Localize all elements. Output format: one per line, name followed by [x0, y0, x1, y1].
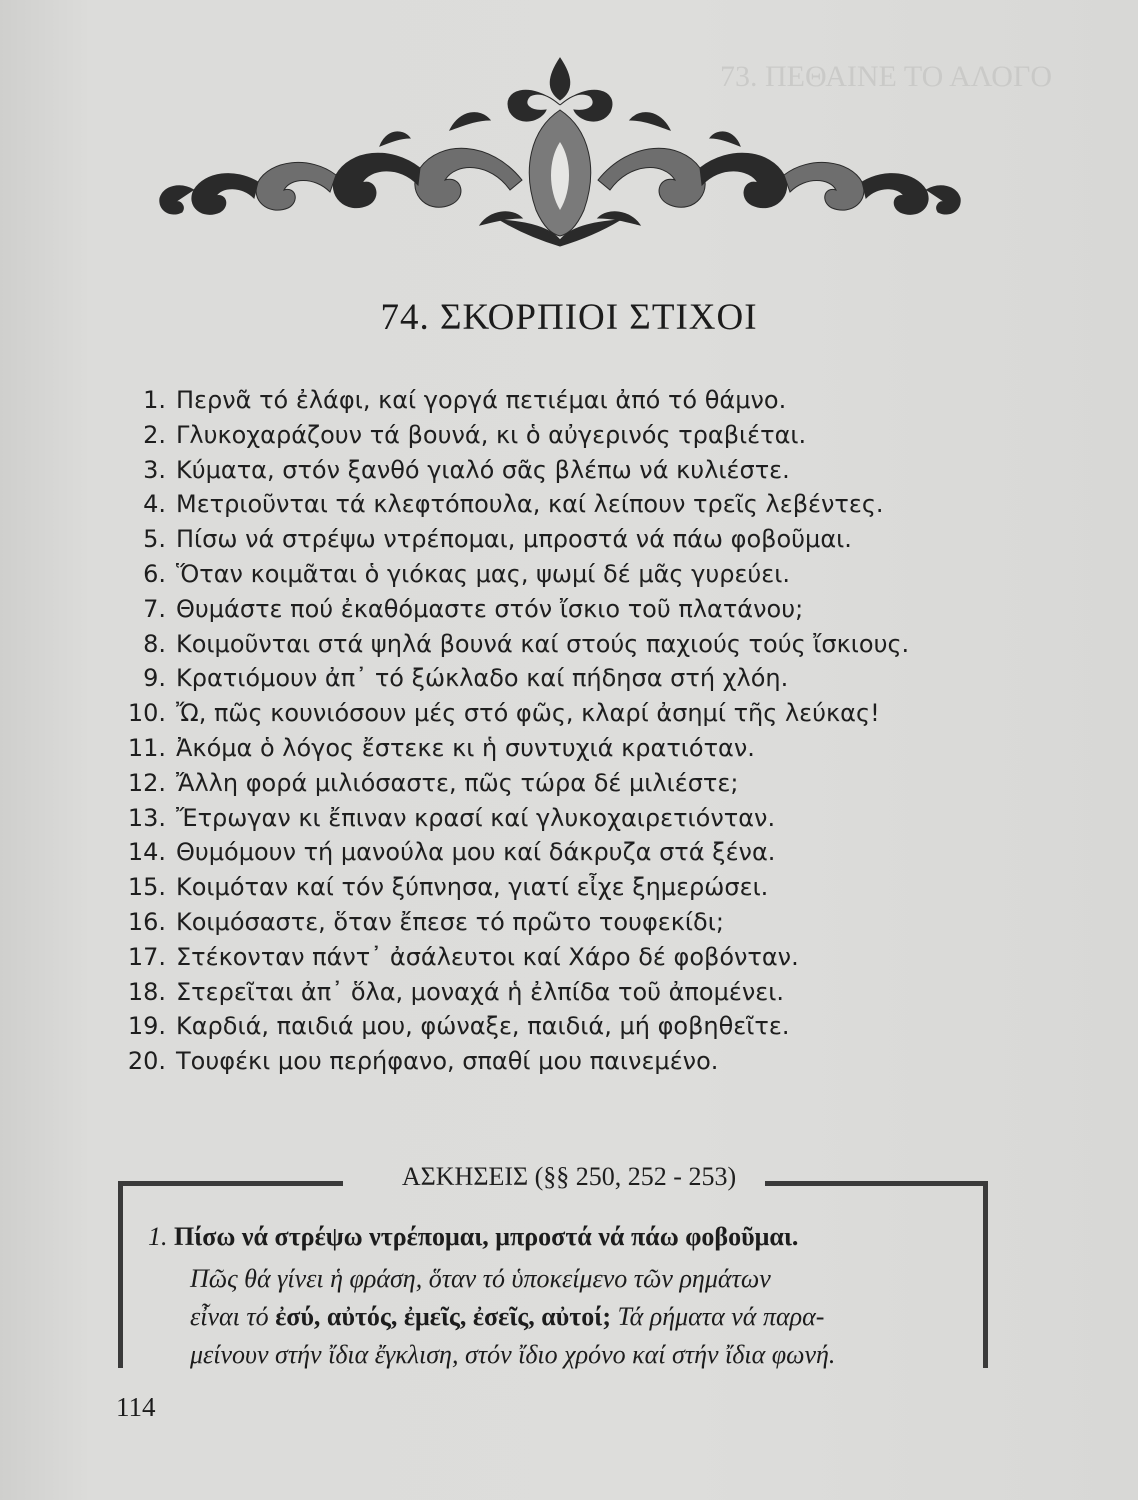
verse-line — [0, 804, 775, 840]
verse-text: Καρδιά, παιδιά μου, φώναξε, παιδιά, μή φοβηθεῖτε. — [176, 1012, 790, 1040]
verse-number: 2. — [143, 421, 166, 449]
verse-line — [0, 386, 786, 422]
verse-text: Στέκονταν πάντ᾽ ἀσάλευτοι καί Χάρο δέ φοβόνταν. — [176, 943, 799, 971]
exercise-sentence: Πίσω νά στρέψω ντρέπομαι, μπροστά νά πάω φοβοῦμαι. — [174, 1222, 799, 1251]
exercises-heading: ΑΣΚΗΣΕΙΣ (§§ 250, 252 - 253) — [401, 1162, 737, 1191]
verse-number: 3. — [143, 456, 166, 484]
verse-number: 16. — [127, 908, 166, 936]
verse-text: Γλυκοχαράζουν τά βουνά, κι ὁ αὐγερινός τραβιέται. — [176, 421, 807, 449]
verse-number: 9. — [143, 664, 166, 692]
instruction-continuation: Τά ρήματα νά παρα- — [617, 1302, 825, 1331]
exercise-item-1 — [148, 1222, 958, 1252]
verse-line — [0, 734, 755, 770]
verse-number: 1. — [143, 386, 166, 414]
verse-number: 10. — [127, 699, 166, 727]
exercise-number: 1. — [148, 1222, 168, 1251]
verse-number: 6. — [143, 560, 166, 588]
verse-line — [0, 664, 788, 700]
verse-text: Τουφέκι μου περήφανο, σπαθί μου παινεμένο. — [176, 1047, 719, 1075]
scrollwork-headpiece-icon — [150, 50, 970, 250]
verse-number: 15. — [127, 873, 166, 901]
verse-line — [0, 421, 806, 457]
verse-line — [0, 560, 790, 596]
verse-text: Ἔτρωγαν κι ἔπιναν κρασί καί γλυκοχαιρετιόνταν. — [176, 804, 776, 832]
poem-title: 74. ΣΚΟΡΠΙΟΙ ΣΤΙΧΟΙ — [380, 297, 758, 338]
verse-text: Πίσω νά στρέψω ντρέπομαι, μπροστά νά πάω φοβοῦμαι. — [176, 525, 852, 553]
verse-text: Κοιμόταν καί τόν ξύπνησα, γιατί εἶχε ξημερώσει. — [176, 873, 769, 901]
verse-text: Στερεῖται ἀπ᾽ ὅλα, μοναχά ἡ ἐλπίδα τοῦ ἀπομένει. — [176, 978, 784, 1006]
verse-number: 20. — [127, 1047, 166, 1075]
verse-number: 8. — [143, 630, 166, 658]
instruction-prefix: εἶναι τό — [190, 1302, 269, 1331]
exercise-frame-left — [118, 1182, 123, 1368]
verse-number: 7. — [143, 595, 166, 623]
verse-number: 18. — [127, 978, 166, 1006]
verse-text: Περνᾶ τό ἐλάφι, καί γοργά πετιέμαι ἀπό τό θάμνο. — [176, 386, 787, 414]
exercise-instruction-line-2 — [190, 1302, 1000, 1332]
verse-text: Θυμόμουν τή μανούλα μου καί δάκρυζα στά ξένα. — [176, 838, 776, 866]
verse-line — [0, 769, 738, 805]
verse-number: 4. — [143, 490, 166, 518]
verse-text: Κοιμοῦνται στά ψηλά βουνά καί στούς παχιούς τούς ἴσκιους. — [176, 630, 910, 658]
page-number: 114 — [116, 1392, 156, 1422]
exercise-instruction-line-3: μείνουν στήν ἴδια ἔγκλιση, στόν ἴδιο χρόνο καί στήν ἴδια φωνή. — [190, 1340, 836, 1369]
verse-number: 13. — [127, 804, 166, 832]
verse-number: 17. — [127, 943, 166, 971]
verse-line — [0, 978, 784, 1014]
verse-line — [0, 525, 852, 561]
verse-number: 14. — [127, 838, 166, 866]
verse-number: 11. — [127, 734, 166, 762]
exercise-instruction-line-1: Πῶς θά γίνει ἡ φράση, ὅταν τό ὑποκείμενο τῶν ρημάτων — [190, 1264, 771, 1293]
verse-line — [0, 456, 790, 492]
verse-line — [0, 943, 799, 979]
verse-text: Ὅταν κοιμᾶται ὁ γιόκας μας, ψωμί δέ μᾶς γυρεύει. — [176, 560, 791, 588]
verse-line — [0, 1047, 718, 1083]
verse-text: Κρατιόμουν ἀπ᾽ τό ξώκλαδο καί πήδησα στή χλόη. — [176, 664, 789, 692]
verse-text: Κοιμόσαστε, ὅταν ἔπεσε τό πρῶτο τουφεκίδι; — [176, 908, 724, 936]
verse-line — [0, 908, 724, 944]
verse-text: Κύματα, στόν ξανθό γιαλό σᾶς βλέπω νά κυλιέστε. — [176, 456, 790, 484]
bleed-through-text: 73. ΠΕΘΑΙΝΕ ΤΟ ΑΛΟΓΟ — [720, 60, 1052, 93]
verse-line — [0, 699, 880, 735]
verse-text: Ἀκόμα ὁ λόγος ἔστεκε κι ἡ συντυχιά κρατιόταν. — [176, 734, 755, 762]
verse-line — [0, 630, 909, 666]
verse-line — [0, 490, 884, 526]
pronoun-list: ἐσύ, αὐτός, ἐμεῖς, ἐσεῖς, αὐτοί; — [275, 1302, 611, 1331]
verse-number: 19. — [127, 1012, 166, 1040]
verse-text: Θυμάστε πού ἐκαθόμαστε στόν ἴσκιο τοῦ πλατάνου; — [176, 595, 804, 623]
verse-line — [0, 873, 768, 909]
verse-text: Ὤ, πῶς κουνιόσουν μές στό φῶς, κλαρί ἀσημί τῆς λεύκας! — [176, 699, 880, 727]
verse-number: 12. — [127, 769, 166, 797]
verse-line — [0, 1012, 789, 1048]
verse-text: Ἄλλη φορά μιλιόσαστε, πῶς τώρα δέ μιλιέστε; — [176, 769, 739, 797]
verse-number: 5. — [143, 525, 166, 553]
verse-line — [0, 595, 803, 631]
verse-line — [0, 838, 775, 874]
verse-text: Μετριοῦνται τά κλεφτόπουλα, καί λείπουν τρεῖς λεβέντες. — [176, 490, 884, 518]
